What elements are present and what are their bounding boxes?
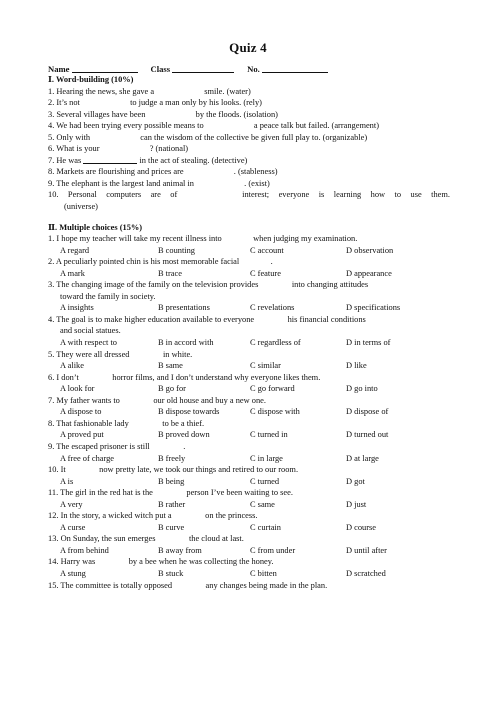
question-text: 2. A peculiarly pointed chin is his most memorable facial . [48,257,273,267]
option-choice[interactable]: A mark [60,268,85,278]
question-text: toward the family in society. [60,291,156,301]
option-choice[interactable]: D just [346,499,367,509]
option-choice[interactable]: A very [60,499,83,509]
option-choice[interactable]: C same [250,499,275,509]
question-text: 6. I don’t horror films, and I don’t understand why everyone likes them. [48,372,321,382]
option-choice[interactable]: C turned in [250,430,288,440]
option-choice[interactable]: A curse [60,522,86,532]
word-item-hint: in the act of stealing. (detective) [137,155,248,165]
option-choice[interactable]: B dispose towards [158,407,220,417]
question-text: 1. I hope my teacher will take my recent illness into when judging my examination. [48,234,358,244]
question-text: 14. Harry was by a bee when he was collecting the honey. [48,557,274,567]
option-row [48,429,450,441]
word-item [48,120,450,132]
option-choice[interactable]: C from under [250,545,296,555]
option-row [48,268,450,280]
word-item-text: 3. Several villages have been [48,109,148,119]
word-item-hint: . (stableness) [231,167,278,177]
option-choice[interactable]: D scratched [346,568,386,578]
word-item-hint: interest; everyone is learning how to use them. [232,190,450,200]
word-item-hint: ? (national) [147,144,189,154]
option-choice[interactable]: D until after [346,545,387,555]
question-text: 9. The escaped prisoner is still . [48,441,186,451]
option-choice[interactable]: A dispose to [60,407,102,417]
option-row [48,406,450,418]
section-gap [48,213,450,222]
option-choice[interactable]: B curve [158,522,185,532]
option-choice[interactable]: B go for [158,384,186,394]
word-item-hint: can the wisdom of the collective be given full play to. (organizable) [138,132,368,142]
word-item-text: 4. We had been trying every possible means to [48,121,206,131]
word-item-hint: a peace talk but failed. (arrangement) [251,121,379,131]
question-text: 12. In the story, a wicked witch put a on the princess. [48,511,258,521]
option-choice[interactable]: C feature [250,268,281,278]
student-info-line [48,64,328,74]
word-item-text: 7. He was [48,155,84,165]
option-row [48,245,450,257]
question-text: 11. The girl in the red hat is the person I’ve been waiting to see. [48,488,293,498]
word-item-text: 9. The elephant is the largest land animal in [48,178,197,188]
option-choice[interactable]: A insights [60,303,94,313]
quiz-content [48,74,450,591]
option-choice[interactable]: A is [60,476,74,486]
option-choice[interactable]: C in large [250,453,283,463]
option-row [48,476,450,488]
word-item-hint: by the floods. (isolation) [193,109,278,119]
name-label: Name [48,64,70,74]
option-row [48,302,450,314]
question-text: and social statues. [60,326,121,336]
option-choice[interactable]: D specifications [346,303,401,313]
option-choice[interactable]: D like [346,361,367,371]
option-choice[interactable]: B freely [158,453,186,463]
question-text: 8. That fashionable lady to be a thief. [48,418,205,428]
word-item [48,166,450,178]
option-choice[interactable]: C dispose with [250,407,300,417]
option-choice[interactable]: C regardless of [250,338,301,348]
option-choice[interactable]: B same [158,361,183,371]
word-item [48,132,450,144]
option-row [48,383,450,395]
word-item [48,86,450,98]
no-label: No. [247,64,260,74]
option-choice[interactable]: D turned out [346,430,389,440]
option-choice[interactable]: D got [346,476,365,486]
name-blank[interactable] [72,64,138,73]
multiple-choice-list [48,233,450,591]
option-row [48,360,450,372]
word-item-text: 8. Markets are flourishing and prices are [48,167,186,177]
question-text: 7. My father wants to our old house and buy a new one. [48,395,266,405]
option-choice[interactable]: B in accord with [158,338,214,348]
option-choice[interactable]: C bitten [250,568,277,578]
no-blank[interactable] [262,64,328,73]
answer-blank[interactable] [83,156,137,164]
page-title: Quiz 4 [229,40,267,55]
question-text: 3. The changing image of the family on the television provides into changing attitudes [48,280,369,290]
word-item [48,109,450,121]
option-choice[interactable]: B trace [158,268,182,278]
option-row [48,568,450,580]
option-choice[interactable]: C revelations [250,303,295,313]
option-choice[interactable]: D in terms of [346,338,391,348]
option-row [48,545,450,557]
option-choice[interactable]: A with respect to [60,338,117,348]
option-choice[interactable]: B counting [158,245,195,255]
option-choice[interactable]: A proved put [60,430,104,440]
section2-heading: Ⅱ. Multiple choices (15%) [48,222,143,232]
option-choice[interactable]: D go into [346,384,378,394]
option-choice[interactable]: B presentations [158,303,210,313]
word-item-hint: . (exist) [242,178,270,188]
word-item [48,97,450,109]
question-text: 4. The goal is to make higher education available to everyone his financial conditions [48,314,366,324]
option-choice[interactable]: D course [346,522,376,532]
section1-heading: Ⅰ. Word-building (10%) [48,75,134,84]
option-choice[interactable]: D dispose of [346,407,389,417]
option-choice[interactable]: B away from [158,545,202,555]
option-row [48,453,450,465]
option-choice[interactable]: D observation [346,245,394,255]
option-choice[interactable]: D appearance [346,268,392,278]
option-choice[interactable]: A stung [60,568,86,578]
option-choice[interactable]: B rather [158,499,186,509]
option-choice[interactable]: A from behind [60,545,109,555]
option-choice[interactable]: B being [158,476,185,486]
word-item [48,155,450,167]
word-item-text: 5. Only with [48,132,93,142]
option-choice[interactable]: B stuck [158,568,184,578]
question-text: 15. The committee is totally opposed any changes being made in the plan. [48,580,328,590]
option-choice[interactable]: A regard [60,245,90,255]
word-item-hint: to judge a man only by his looks. (rely) [127,98,262,108]
option-row [48,522,450,534]
option-choice[interactable]: C go forward [250,384,295,394]
question-text: 5. They were all dressed in white. [48,349,193,359]
word-item-text: 10. Personal computers are of [48,190,187,200]
word-item-hint: smile. (water) [202,86,251,96]
question-text: 10. It now pretty late, we took our things and retired to our room. [48,465,299,475]
option-choice[interactable]: C similar [250,361,281,371]
option-choice[interactable]: C turned [250,476,280,486]
option-choice[interactable]: A alike [60,361,84,371]
class-blank[interactable] [172,64,234,73]
word-item [48,143,450,155]
option-row [48,499,450,511]
option-choice[interactable]: B proved down [158,430,210,440]
word-item-continuation: (universe) [64,202,98,212]
option-choice[interactable]: D at large [346,453,379,463]
option-choice[interactable]: A look for [60,384,95,394]
class-label: Class [150,64,171,74]
option-choice[interactable]: C curtain [250,522,281,532]
word-item-text: 6. What is your [48,144,102,154]
option-row [48,337,450,349]
word-building-list [48,86,450,213]
option-choice[interactable]: A free of charge [60,453,115,463]
word-item [48,178,450,190]
option-choice[interactable]: C account [250,245,284,255]
word-item [48,189,450,201]
word-item-text: 2. It’s not [48,98,82,108]
word-item-text: 1. Hearing the news, she gave a [48,86,157,96]
question-text: 13. On Sunday, the sun emerges the cloud at last. [48,534,244,544]
